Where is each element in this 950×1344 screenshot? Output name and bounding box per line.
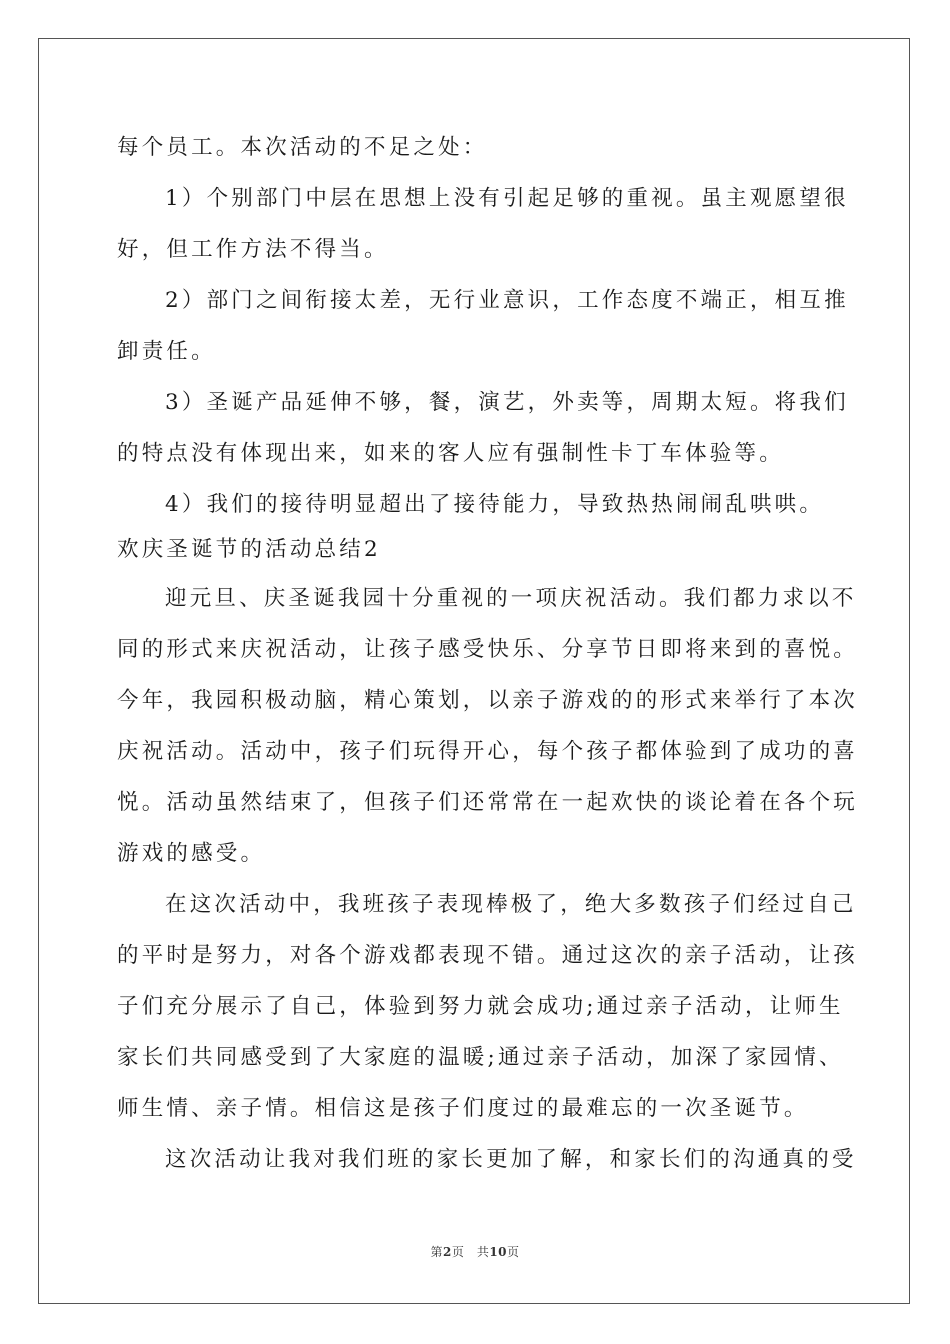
text-line: 师生情、亲子情。相信这是孩子们度过的最难忘的一次圣诞节。 (117, 1096, 809, 1121)
text-line: 游戏的感受。 (117, 841, 266, 866)
paragraph-start: 在这次活动中，我班孩子表现棒极了，绝大多数孩子们经过自己 (165, 892, 857, 917)
text-line: 子们充分展示了自己，体验到努力就会成功;通过亲子活动，让师生 (117, 994, 844, 1019)
text-line: 每个员工。本次活动的不足之处： (117, 135, 488, 160)
text-line: 同的形式来庆祝活动，让孩子感受快乐、分享节日即将来到的喜悦。 (117, 637, 859, 662)
list-item-2: 2）部门之间衔接太差，无行业意识，工作态度不端正，相互推 (165, 288, 849, 313)
list-item-1: 1）个别部门中层在思想上没有引起足够的重视。虽主观愿望很 (165, 186, 849, 211)
list-item-4: 4）我们的接待明显超出了接待能力，导致热热闹闹乱哄哄。 (165, 492, 825, 517)
text-line: 庆祝活动。活动中，孩子们玩得开心，每个孩子都体验到了成功的喜 (117, 739, 859, 764)
list-item-3: 3）圣诞产品延伸不够，餐，演艺，外卖等，周期太短。将我们 (165, 390, 849, 415)
text-line: 家长们共同感受到了大家庭的温暖;通过亲子活动，加深了家园情、 (117, 1045, 844, 1070)
text-line: 悦。活动虽然结束了，但孩子们还常常在一起欢快的谈论着在各个玩 (117, 790, 859, 815)
footer-middle: 页 共 (451, 1245, 490, 1259)
page-total: 10 (489, 1245, 508, 1259)
page-number: 2 (442, 1245, 452, 1259)
paragraph-start: 迎元旦、庆圣诞我园十分重视的一项庆祝活动。我们都力求以不 (165, 586, 857, 611)
footer-suffix: 页 (507, 1245, 520, 1259)
text-line: 的平时是努力，对各个游戏都表现不错。通过这次的亲子活动，让孩 (117, 943, 859, 968)
footer-prefix: 第 (430, 1245, 443, 1259)
text-line: 的特点没有体现出来，如来的客人应有强制性卡丁车体验等。 (117, 441, 784, 466)
text-line: 今年，我园积极动脑，精心策划，以亲子游戏的的形式来举行了本次 (117, 688, 859, 713)
text-line: 好，但工作方法不得当。 (117, 237, 389, 262)
section-heading: 欢庆圣诞节的活动总结2 (117, 537, 381, 562)
paragraph-start: 这次活动让我对我们班的家长更加了解，和家长们的沟通真的受 (165, 1147, 857, 1172)
text-line: 卸责任。 (117, 339, 216, 364)
page-footer (0, 1243, 950, 1260)
